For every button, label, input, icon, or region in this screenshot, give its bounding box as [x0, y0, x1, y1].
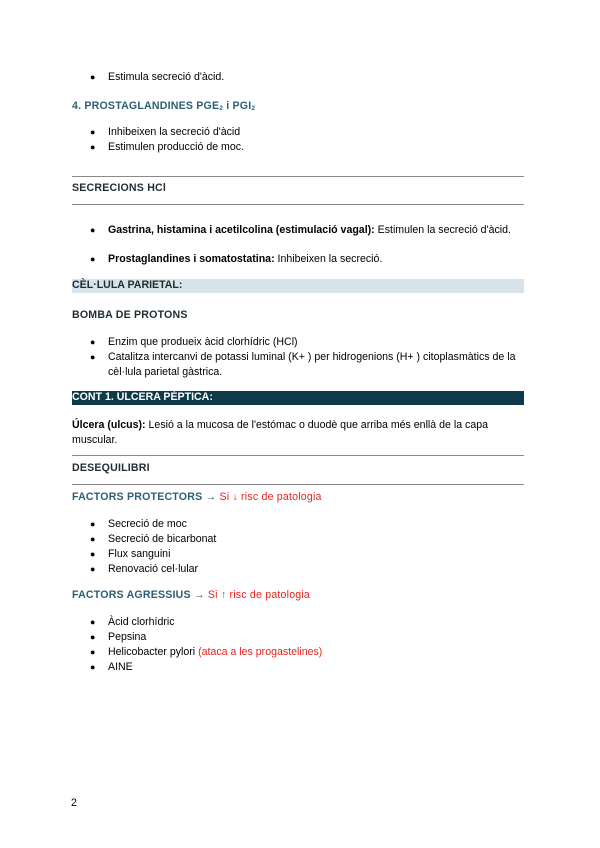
list-item	[90, 517, 526, 532]
bullet-icon: ●	[90, 127, 96, 137]
list-item-text: Flux sanguini	[108, 548, 171, 560]
bullet-icon: ●	[90, 564, 96, 574]
list-item-text: AINE	[108, 661, 133, 673]
list-item-text: Inhibeixen la secreció d'àcid	[108, 126, 241, 138]
list-item-text: Secreció de moc	[108, 518, 187, 530]
bullet-icon: ●	[90, 647, 96, 657]
bullet-icon: ●	[90, 225, 96, 235]
list-item-text: Inhibeixen la secreció.	[274, 253, 383, 265]
list-item-text: Pepsina	[108, 631, 147, 643]
list-item-text: Àcid clorhídric	[108, 616, 175, 628]
list-item-text: Enzim que produeix àcid clorhídric (HCl)	[108, 336, 298, 348]
list-item-note: (ataca a les progastelines)	[195, 646, 323, 658]
bullet-icon: ●	[90, 337, 96, 347]
list-item-bold: Gastrina, histamina i acetilcolina (estimulació vagal):	[108, 224, 375, 236]
list-item	[90, 350, 526, 380]
bullet-icon: ●	[90, 662, 96, 672]
divider	[72, 455, 524, 456]
list-item	[90, 335, 526, 350]
page-number: 2	[71, 797, 77, 809]
list-item	[90, 562, 526, 577]
list-item	[90, 223, 526, 238]
divider	[72, 484, 524, 485]
bullet-icon: ●	[90, 254, 96, 264]
list-item	[90, 615, 526, 630]
list-item-text: Secreció de bicarbonat	[108, 533, 217, 545]
divider	[72, 176, 524, 177]
list-item	[90, 125, 526, 140]
list-item-text: Renovació cel·lular	[108, 563, 199, 575]
list-item	[90, 630, 526, 645]
section-heading-bomba: BOMBA DE PROTONS	[72, 309, 188, 321]
definition-paragraph	[72, 418, 524, 448]
bullet-icon: ●	[90, 534, 96, 544]
list-item	[90, 660, 526, 675]
list-item-text: Estimula secreció d'àcid.	[108, 71, 225, 83]
list-item-text: Catalitza intercanvi de potassi luminal (K+ ) per hidrogenions (H+ ) citoplasmàtics de la cèl·lula parietal gàstrica.	[108, 351, 516, 378]
list-item	[90, 140, 526, 155]
section-heading-cont: CONT 1. ÚLCERA PÈPTICA:	[72, 391, 213, 403]
section-heading-prostaglandines: 4. PROSTAGLANDINES $PGE_2$ i $PGI_2$	[72, 100, 256, 112]
section-heading-protectors: FACTORS PROTECTORS → Si ↓ risc de patologia	[72, 491, 322, 503]
list-item	[90, 252, 526, 267]
divider	[72, 204, 524, 205]
list-item-text: Estimulen la secreció d'àcid.	[374, 224, 511, 236]
list-item	[90, 645, 526, 660]
list-item	[90, 547, 526, 562]
bullet-icon: ●	[90, 72, 96, 82]
list-item-text: Estimulen producció de moc.	[108, 141, 245, 153]
bullet-icon: ●	[90, 519, 96, 529]
bullet-icon: ●	[90, 142, 96, 152]
list-item-text: Helicobacter pylori	[108, 646, 196, 658]
list-item	[90, 70, 526, 85]
list-item-bold: Prostaglandines i somatostatina:	[108, 253, 275, 265]
section-heading-desequilibri: DESEQUILIBRI	[72, 462, 150, 474]
section-heading-agressius: FACTORS AGRESSIUS → Si ↑ risc de patologia	[72, 589, 311, 601]
bullet-icon: ●	[90, 352, 96, 362]
list-item	[90, 532, 526, 547]
definition-term: Úlcera (ulcus):	[72, 419, 146, 431]
section-heading-cellula: CÈL·LULA PARIETAL:	[72, 279, 183, 291]
section-heading-secrecions: SECRECIONS HCl	[72, 182, 167, 194]
definition-text: Lesió a la mucosa de l'estómac o duodè que arriba més enllà de la capa muscular.	[72, 419, 489, 446]
bullet-icon: ●	[90, 632, 96, 642]
bullet-icon: ●	[90, 617, 96, 627]
bullet-icon: ●	[90, 549, 96, 559]
